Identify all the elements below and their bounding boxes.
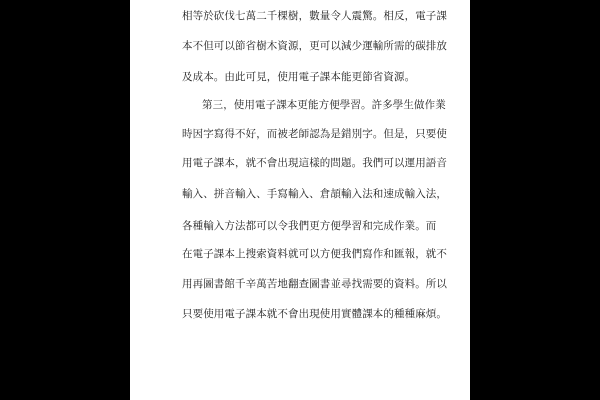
text-line: 用再圖書館千辛萬苦地翻查圖書並尋找需要的資料。所以: [182, 278, 447, 290]
text-line: 時因字寫得不好，而被老師認為是錯別字。但是，只要使: [182, 128, 447, 140]
text-line: 相等於砍伐七萬二千棵樹，數量令人震驚。相反，電子課: [182, 10, 447, 22]
text-line: 在電子課本上搜索資料就可以方便我們寫作和匯報，就不: [182, 248, 447, 260]
text-line: 及成本。由此可見，使用電子課本能更節省資源。: [182, 71, 416, 83]
document-page: [130, 0, 470, 400]
text-line: 各種輸入方法都可以令我們更方便學習和完成作業。而: [182, 220, 437, 232]
text-line: 只要使用電子課本就不會出現使用實體課本的種種麻煩。: [182, 308, 447, 320]
paragraph-start-line: 第三，使用電子課本更能方便學習。許多學生做作業: [202, 99, 446, 111]
text-line: 用電子課本，就不會出現這樣的問題。我們可以運用語音: [182, 157, 447, 169]
text-line: 本不但可以節省樹木資源，更可以減少運輸所需的碳排放: [182, 40, 447, 52]
text-line: 輸入、拼音輸入、手寫輸入、倉頡輸入法和速成輸入法，: [182, 188, 447, 200]
